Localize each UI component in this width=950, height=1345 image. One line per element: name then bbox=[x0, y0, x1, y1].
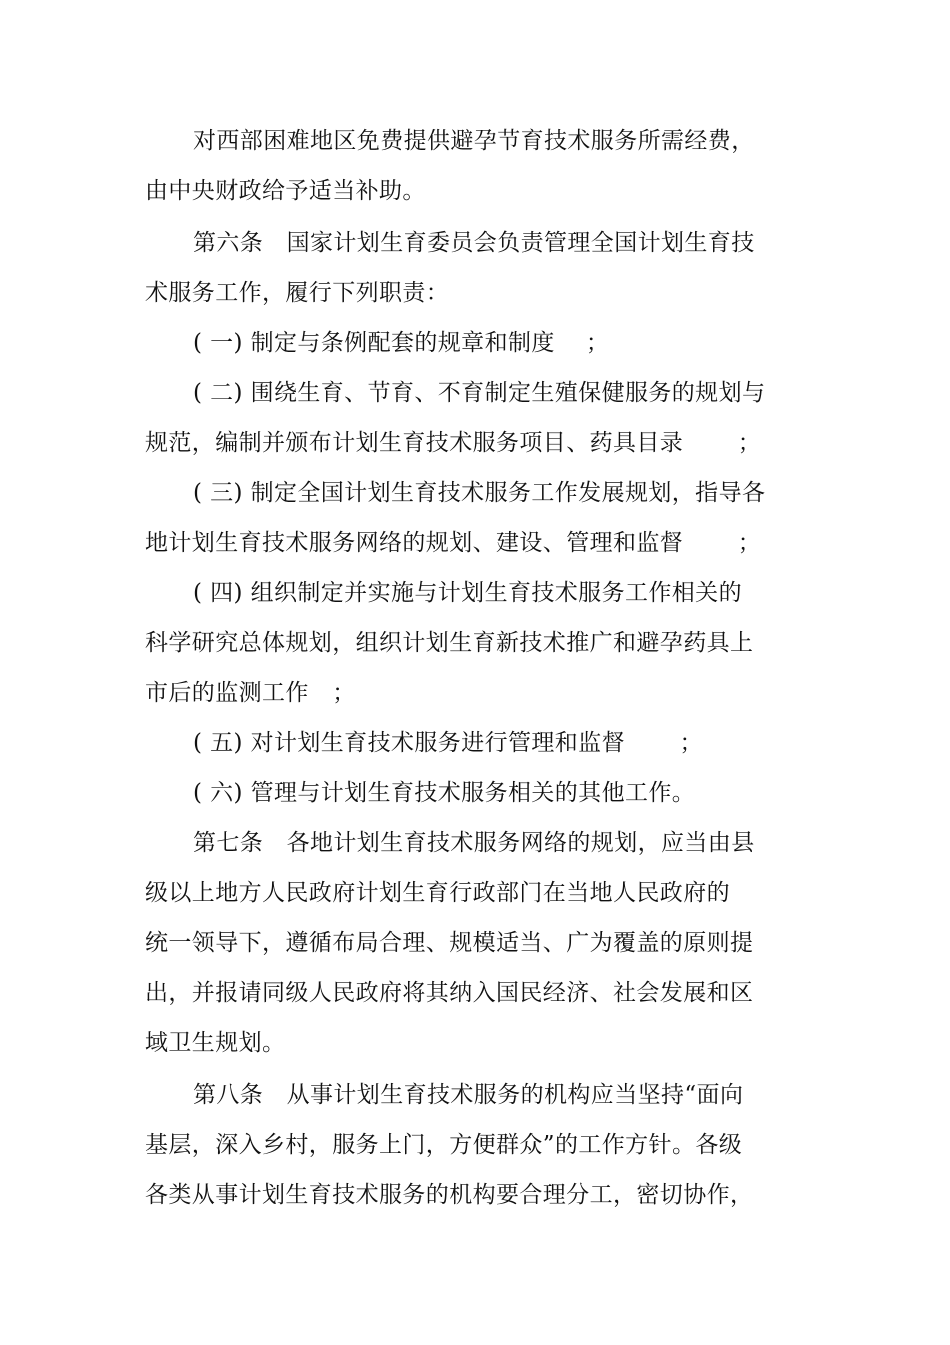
text-line: 科学研究总体规划，组织计划生育新技术推广和避孕药具上 bbox=[145, 630, 754, 656]
list-item: ( 四) 组织制定并实施与计划生育技术服务工作相关的 bbox=[193, 580, 742, 606]
list-item: ( 三) 制定全国计划生育技术服务工作发展规划，指导各 bbox=[193, 480, 766, 506]
list-item: ( 六) 管理与计划生育技术服务相关的其他工作。 bbox=[193, 780, 696, 806]
text-line: 市后的监测工作 ； bbox=[145, 680, 356, 706]
article-6-heading-line: 第六条 国家计划生育委员会负责管理全国计划生育技 bbox=[193, 230, 755, 256]
text-line: 由中央财政给予适当补助。 bbox=[145, 178, 426, 204]
list-item: ( 五) 对计划生育技术服务进行管理和监督 ； bbox=[193, 730, 703, 756]
article-8-heading-line: 第八条 从事计划生育技术服务的机构应当坚持“面向 bbox=[193, 1082, 744, 1108]
text-line: 各类从事计划生育技术服务的机构要合理分工，密切协作， bbox=[145, 1182, 754, 1208]
text-line: 地计划生育技术服务网络的规划、建设、管理和监督 ； bbox=[145, 530, 762, 556]
list-item: ( 一) 制定与条例配套的规章和制度 ； bbox=[193, 330, 610, 356]
text-line: 级以上地方人民政府计划生育行政部门在当地人民政府的 bbox=[145, 880, 730, 906]
list-item: ( 二) 围绕生育、节育、不育制定生殖保健服务的规划与 bbox=[193, 380, 766, 406]
text-line: 域卫生规划。 bbox=[145, 1030, 286, 1056]
text-line: 统一领导下，遵循布局合理、规模适当、广为覆盖的原则提 bbox=[145, 930, 754, 956]
article-7-heading-line: 第七条 各地计划生育技术服务网络的规划，应当由县 bbox=[193, 830, 755, 856]
text-line: 术服务工作，履行下列职责： bbox=[145, 280, 450, 306]
text-line: 基层，深入乡村，服务上门，方便群众”的工作方针。各级 bbox=[145, 1132, 743, 1158]
text-line: 对西部困难地区免费提供避孕节育技术服务所需经费， bbox=[193, 128, 755, 154]
text-line: 出，并报请同级人民政府将其纳入国民经济、社会发展和区 bbox=[145, 980, 754, 1006]
text-line: 规范，编制并颁布计划生育技术服务项目、药具目录 ； bbox=[145, 430, 762, 456]
